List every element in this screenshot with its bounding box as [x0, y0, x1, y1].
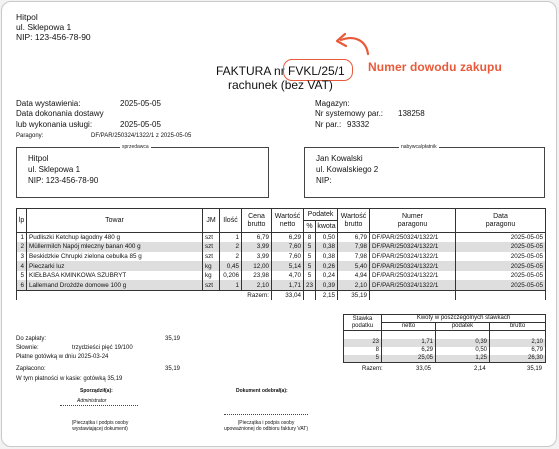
vat-col-gross: brutto	[490, 323, 546, 331]
col-proc: %	[304, 221, 316, 233]
invoice-title-prefix: FAKTURA nr	[216, 64, 289, 78]
row-qty: 1	[220, 233, 242, 243]
vat-row-net: 25,05	[382, 355, 436, 363]
row-date: 2025-05-05	[456, 252, 546, 262]
system-number-value: 138258	[398, 109, 425, 118]
due-value: 35,19	[165, 336, 181, 342]
vat-col-tax: podatek	[436, 323, 490, 331]
vat-row-tax: 1,25	[436, 355, 490, 363]
row-tax: 0,26	[316, 261, 338, 271]
row-qty: 1	[220, 280, 242, 290]
cash-due-line: Płatne gotówką w dniu 2025-03-24	[16, 354, 109, 360]
vat-col-rate-2: podatku	[351, 322, 374, 329]
row-net: 6,29	[272, 233, 304, 243]
row-date: 2025-05-05	[456, 242, 546, 252]
row-net: 4,70	[272, 271, 304, 281]
col-netto-2: netto	[279, 220, 296, 228]
row-date: 2025-05-05	[456, 233, 546, 243]
vat-totals-gross: 35,19	[527, 366, 543, 372]
col-numer	[370, 209, 456, 233]
row-tax: 0,24	[316, 271, 338, 281]
issuer-name: Administrator	[77, 398, 107, 404]
col-cena-1: Cena	[248, 212, 265, 220]
row-jm: szt	[203, 252, 220, 262]
vat-row-gross: 6,79	[490, 347, 546, 355]
col-netto-1: Wartość	[274, 212, 301, 220]
receipt-number-label: Nr par.:	[315, 120, 342, 129]
row-jm: kg	[203, 261, 220, 271]
items-totals-tax: 2,15	[316, 290, 338, 300]
row-jm: szt	[203, 233, 220, 243]
items-totals-net: 33,04	[272, 290, 304, 300]
issuer-caption-1: (Pieczątka i podpis osoby	[71, 420, 129, 426]
row-jm: szt	[203, 242, 220, 252]
receipts-label: Paragony:	[16, 133, 44, 139]
receiver-caption-2: upoważnionej do odbioru faktury VAT)	[223, 426, 309, 432]
col-data	[456, 209, 546, 233]
items-totals-row	[17, 290, 546, 300]
row-receipt: DF/PAR/250324/1322/1	[370, 280, 456, 290]
row-tax: 0,38	[316, 242, 338, 252]
seller-box-label: sprzedawca	[122, 144, 149, 150]
seller-header-nip: NIP: 123-456-78-90	[16, 32, 91, 42]
vat-row	[344, 355, 546, 363]
vat-row	[344, 347, 546, 355]
delivery-date-label-1: Data dokonania dostawy	[16, 109, 104, 118]
delivery-date-label-2: lub wykonania usługi:	[16, 120, 93, 129]
col-brutto	[338, 209, 370, 233]
row-gross: 6,79	[338, 233, 370, 243]
paid-label: Zapłacono:	[16, 366, 46, 372]
table-row	[17, 242, 546, 252]
col-ilosc: Ilość	[220, 209, 242, 233]
words-value: trzydzieści pięć 19/100	[72, 345, 133, 351]
row-receipt: DF/PAR/250324/1322/1	[370, 271, 456, 281]
vat-col-net: netto	[382, 323, 436, 331]
invoice-document	[1, 1, 557, 447]
col-brutto-2: brutto	[344, 220, 363, 228]
issuer-caption	[54, 420, 146, 432]
row-rate: 5	[304, 261, 316, 271]
table-row	[17, 252, 546, 262]
row-tax: 0,38	[316, 252, 338, 262]
seller-box-name: Hitpol	[28, 154, 49, 163]
row-gross: 5,40	[338, 261, 370, 271]
row-lp: 1	[17, 233, 27, 243]
table-row	[17, 233, 546, 243]
vat-col-rate-1: Stawka	[352, 315, 373, 322]
col-numer-1: Numer	[401, 212, 423, 220]
row-lp: 4	[17, 261, 27, 271]
annotation-label: Numer dowodu zakupu	[368, 60, 502, 74]
row-qty: 0,45	[220, 261, 242, 271]
row-lp: 3	[17, 252, 27, 262]
row-rate: 5	[304, 252, 316, 262]
row-price: 12,00	[242, 261, 272, 271]
row-price: 6,79	[242, 233, 272, 243]
row-qty: 2	[220, 252, 242, 262]
buyer-box-name: Jan Kowalski	[316, 154, 363, 163]
receipts-value: DF/PAR/250324/1322/1 z 2025-05-05	[91, 133, 192, 139]
row-name: Beskidzkie Chrupki zielona cebulka 85 g	[27, 252, 203, 262]
vat-row-tax: 0,50	[436, 347, 490, 355]
invoice-subtitle: rachunek (bez VAT)	[228, 78, 333, 92]
issue-date-label: Data wystawienia:	[16, 99, 81, 108]
col-data-1: Data	[493, 212, 508, 220]
col-towar: Towar	[27, 209, 203, 233]
row-receipt: DF/PAR/250324/1322/1	[370, 242, 456, 252]
paid-value: 35,19	[165, 366, 181, 372]
vat-row-net: 6,29	[382, 347, 436, 355]
system-number-label: Nr systemowy par.:	[315, 109, 384, 118]
row-qty: 0,206	[220, 271, 242, 281]
row-net: 1,71	[272, 280, 304, 290]
row-date: 2025-05-05	[456, 271, 546, 281]
words-label: Słownie:	[16, 345, 39, 351]
row-qty: 2	[220, 242, 242, 252]
row-tax: 0,50	[316, 233, 338, 243]
receipt-number-value: 93332	[347, 120, 370, 129]
col-cena-2: brutto	[247, 220, 266, 228]
seller-box-street: ul. Sklepowa 1	[28, 165, 81, 174]
col-brutto-1: Wartość	[340, 212, 367, 220]
row-price: 23,98	[242, 271, 272, 281]
row-name: Pieczarki luz	[27, 261, 203, 271]
row-price: 3,99	[242, 242, 272, 252]
invoice-number: FVKL/25/1	[288, 64, 345, 78]
row-net: 5,14	[272, 261, 304, 271]
col-lp: lp	[17, 209, 27, 233]
row-rate: 5	[304, 271, 316, 281]
row-gross: 7,98	[338, 252, 370, 262]
receiver-signature-line	[224, 414, 308, 415]
seller-header	[16, 12, 91, 42]
row-receipt: DF/PAR/250324/1322/1	[370, 261, 456, 271]
row-rate: 23	[304, 280, 316, 290]
delivery-date-value: 2025-05-05	[120, 120, 161, 129]
vat-row-tax: 0,39	[436, 339, 490, 347]
row-receipt: DF/PAR/250324/1322/1	[370, 233, 456, 243]
row-lp: 6	[17, 280, 27, 290]
col-kwota: kwota	[316, 221, 338, 233]
issuer-caption-2: wystawiającej dokument)	[72, 426, 128, 432]
col-podatek: Podatek	[304, 209, 338, 221]
table-row	[17, 271, 546, 281]
row-name: Lallemand Drożdże domowe 100 g	[27, 280, 203, 290]
row-rate: 5	[304, 242, 316, 252]
curved-arrow-icon	[328, 32, 374, 60]
row-price: 2,10	[242, 280, 272, 290]
vat-totals-net: 33,05	[416, 366, 432, 372]
buyer-box-street: ul. Kowalskiego 2	[316, 165, 379, 174]
col-netto	[272, 209, 304, 233]
row-gross: 2,10	[338, 280, 370, 290]
issuer-label: Sporządził(a):	[80, 388, 113, 394]
col-cena	[242, 209, 272, 233]
vat-row-rate: 23	[344, 339, 382, 347]
row-net: 7,60	[272, 252, 304, 262]
row-price: 3,99	[242, 252, 272, 262]
seller-header-street: ul. Sklepowa 1	[16, 22, 72, 32]
items-table	[16, 208, 546, 300]
row-name: KIEŁBASA KMINKOWA SZUBRYT	[27, 271, 203, 281]
col-data-2: paragonu	[485, 220, 516, 228]
row-gross: 7,98	[338, 242, 370, 252]
row-tax: 0,39	[316, 280, 338, 290]
vat-row-rate: 5	[344, 355, 382, 363]
row-date: 2025-05-05	[456, 280, 546, 290]
row-net: 7,60	[272, 242, 304, 252]
col-numer-2: paragonu	[397, 220, 428, 228]
seller-box-nip: NIP: 123-456-78-90	[28, 176, 99, 185]
vat-row-net: 1,71	[382, 339, 436, 347]
row-name: Müllermilch Napój mleczny banan 400 g	[27, 242, 203, 252]
table-row	[17, 261, 546, 271]
receiver-caption-1: (Pieczątka i podpis osoby	[237, 420, 295, 426]
buyer-box-nip: NIP:	[316, 176, 332, 185]
due-label: Do zapłaty:	[16, 336, 47, 342]
seller-header-name: Hitpol	[16, 12, 38, 22]
row-name: Pudliszki Ketchup łagodny 480 g	[27, 233, 203, 243]
vat-row-gross: 2,10	[490, 339, 546, 347]
row-receipt: DF/PAR/250324/1322/1	[370, 252, 456, 262]
vat-summary-table	[343, 314, 546, 363]
items-totals-label: Razem:	[17, 290, 272, 300]
store-label: Magazyn:	[315, 99, 350, 108]
row-jm: szt	[203, 280, 220, 290]
receiver-caption	[202, 420, 330, 432]
table-row	[17, 280, 546, 290]
buyer-box-label: nabywca/płatnik	[401, 144, 437, 150]
vat-row-gross: 26,30	[490, 355, 546, 363]
row-rate: 8	[304, 233, 316, 243]
row-date: 2025-05-05	[456, 261, 546, 271]
receiver-label: Dokument odebrał(a):	[236, 388, 288, 394]
items-totals-gross: 35,19	[338, 290, 370, 300]
vat-col-rate	[344, 315, 382, 331]
row-lp: 2	[17, 242, 27, 252]
col-jm: JM	[203, 209, 220, 233]
row-gross: 4,94	[338, 271, 370, 281]
row-lp: 5	[17, 271, 27, 281]
cash-paid-line: W tym płatności w kasie: gotówką 35,19	[16, 376, 123, 382]
vat-row-rate: 8	[344, 347, 382, 355]
vat-row	[344, 339, 546, 347]
issuer-signature-line	[60, 405, 138, 406]
row-jm: kg	[203, 271, 220, 281]
vat-col-group: Kwoty w poszczególnych stawkach	[382, 315, 546, 323]
vat-totals-tax: 2,14	[474, 366, 486, 372]
issue-date-value: 2025-05-05	[120, 99, 161, 108]
vat-totals-label: Razem:	[362, 366, 383, 372]
